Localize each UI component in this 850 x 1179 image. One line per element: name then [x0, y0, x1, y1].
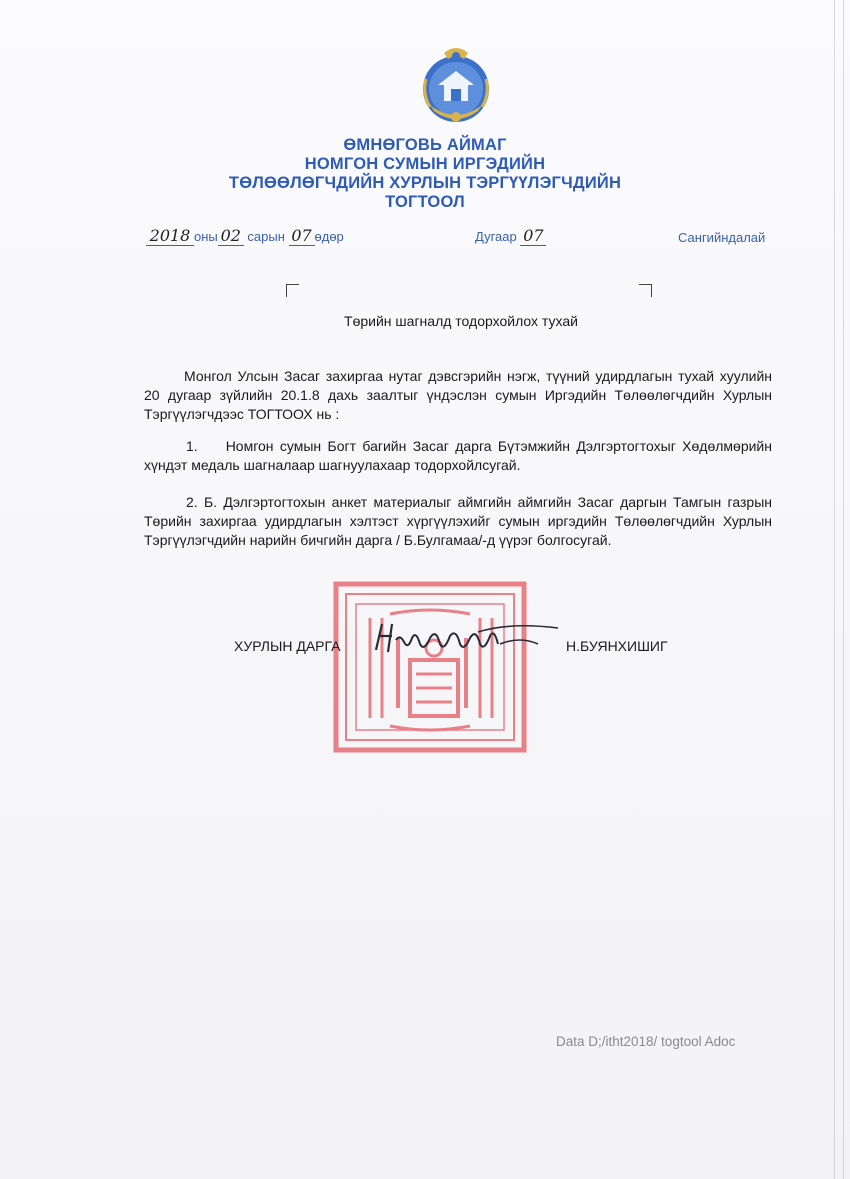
date-year-label: оны	[194, 229, 218, 244]
resolution-item-2: 2. Б. Дэлгэртогтохын анкет материалыг аймгийн аймгийн Засаг даргын Тамгын газрын Төрийн захиргаа удирдлагын хэлтэст хүргүүлэхийг сумын иргэдийн Төлөөлөгчдийн Хурлын Тэргүүлэгчдийн нарийн бичгийн дарга / Б.Булгамаа/-д үүрэг болгосугай.	[144, 494, 772, 548]
official-seal-stamp	[330, 578, 530, 756]
header-province: ӨМНӨГОВЬ АЙМАГ	[343, 136, 507, 154]
state-emblem-icon	[418, 45, 494, 127]
date-month-label: сарын	[247, 229, 285, 244]
number-label: Дугаар	[475, 229, 517, 244]
document-header	[0, 136, 850, 212]
header-district: НОМГОН СУМЫН ИРГЭДИЙН	[304, 155, 546, 173]
file-reference: Data D;/itht2018/ togtool Adoc	[556, 1034, 736, 1049]
document-subject: Төрийн шагналд тодорхойлох тухай	[344, 313, 578, 329]
header-council: ТӨЛӨӨЛӨГЧДИЙН ХУРЛЫН ТЭРГҮҮЛЭГЧДИЙН	[228, 174, 622, 192]
date-day-value: 07	[289, 226, 315, 246]
handwritten-signature	[370, 614, 560, 666]
place-name: Сангийндалай	[678, 230, 766, 245]
resolution-item-1	[144, 437, 772, 475]
left-corner-bracket	[286, 284, 299, 297]
date-month-value: 02	[218, 226, 244, 246]
date-day-label: өдөр	[314, 229, 344, 244]
right-corner-bracket	[639, 284, 652, 297]
header-title: ТОГТООЛ	[385, 193, 465, 211]
item-1-number: 1.	[186, 438, 198, 454]
number-value: 07	[520, 226, 546, 246]
intro-paragraph: Монгол Улсын Засаг захиргаа нутаг дэвсгэрийн нэгж, түүний удирдлагын тухай хуулийн 20 дугаар зүйлийн 20.1.8 дахь заалтыг үндэслэн сумын Иргэдийн Төлөөлөгчдийн Хурлын Тэргүүлэгчдээс ТОГТООХ нь :	[144, 368, 772, 422]
date-year-value: 2018	[146, 226, 194, 246]
item-1-text: Номгон сумын Богт багийн Засаг дарга Бүтэмжийн Дэлгэртогтохыг Хөдөлмөрийн хүндэт медаль шагналаар шагнуулахаар тодорхойлсугай.	[144, 438, 772, 473]
chairman-name: Н.БУЯНХИШИГ	[566, 638, 668, 654]
chairman-title: ХУРЛЫН ДАРГА	[234, 638, 341, 654]
date-number-row	[0, 226, 850, 250]
